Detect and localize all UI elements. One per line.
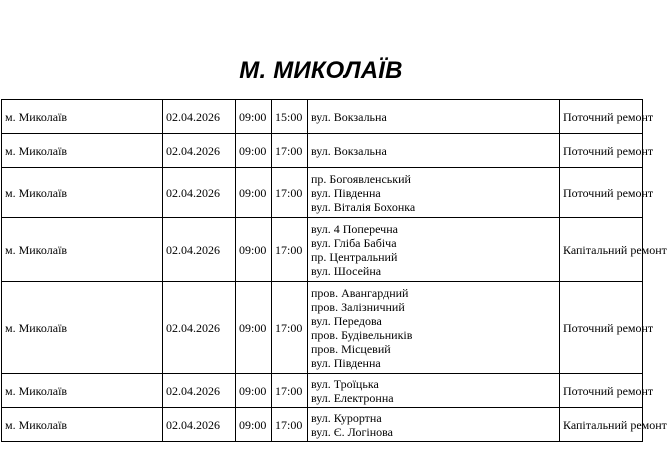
table-row [2, 282, 643, 374]
city-cell: м. Миколаїв [2, 168, 163, 218]
street-name: вул. Віталія Бохонка [311, 199, 416, 214]
date-cell: 02.04.2026 [163, 168, 236, 218]
street-name: пр. Богоявленський [311, 171, 411, 186]
street-name: вул. Південна [311, 355, 381, 370]
start-time-cell: 09:00 [236, 374, 272, 408]
street-name: вул. Вокзальна [311, 143, 387, 158]
repair-type-cell: Капітальний ремонт [560, 218, 643, 282]
street-name: вул. Шосейна [311, 263, 382, 278]
streets-cell [308, 100, 560, 134]
street-name: вул. Є. Логінова [311, 424, 393, 439]
table-row [2, 100, 643, 134]
streets-cell [308, 134, 560, 168]
end-time-cell: 17:00 [272, 218, 308, 282]
date-cell: 02.04.2026 [163, 282, 236, 374]
streets-cell [308, 168, 560, 218]
city-cell: м. Миколаїв [2, 282, 163, 374]
end-time-cell: 17:00 [272, 168, 308, 218]
street-name: вул. Троїцька [311, 376, 379, 391]
repair-type-cell: Поточний ремонт [560, 374, 643, 408]
street-name: вул. Електронна [311, 390, 394, 405]
repair-type-cell: Поточний ремонт [560, 168, 643, 218]
start-time-cell: 09:00 [236, 134, 272, 168]
streets-cell [308, 408, 560, 442]
streets-cell [308, 374, 560, 408]
schedule-body [2, 100, 667, 442]
street-name: вул. Вокзальна [311, 109, 387, 124]
repair-type-cell: Капітальний ремонт [560, 408, 643, 442]
start-time-cell: 09:00 [236, 408, 272, 442]
street-name: вул. Передова [311, 313, 382, 328]
table-row [2, 374, 643, 408]
end-time-cell: 15:00 [272, 100, 308, 134]
table-row [2, 168, 643, 218]
street-name: пров. Залізничний [311, 299, 405, 314]
table-row [2, 408, 643, 442]
date-cell: 02.04.2026 [163, 134, 236, 168]
city-cell: м. Миколаїв [2, 134, 163, 168]
start-time-cell: 09:00 [236, 282, 272, 374]
street-name: пр. Центральний [311, 249, 398, 264]
start-time-cell: 09:00 [236, 100, 272, 134]
repair-type-cell: Поточний ремонт [560, 282, 643, 374]
street-name: вул. Гліба Бабіча [311, 235, 397, 250]
start-time-cell: 09:00 [236, 168, 272, 218]
outage-schedule-table [1, 99, 667, 442]
city-cell: м. Миколаїв [2, 374, 163, 408]
end-time-cell: 17:00 [272, 282, 308, 374]
end-time-cell: 17:00 [272, 408, 308, 442]
date-cell: 02.04.2026 [163, 408, 236, 442]
table-row [2, 134, 643, 168]
end-time-cell: 17:00 [272, 374, 308, 408]
date-cell: 02.04.2026 [163, 218, 236, 282]
city-cell: м. Миколаїв [2, 100, 163, 134]
street-name: пров. Будівельників [311, 327, 413, 342]
table-row [2, 218, 643, 282]
street-name: пров. Авангардний [311, 285, 409, 300]
page-title: М. МИКОЛАЇВ [239, 57, 403, 84]
streets-cell [308, 218, 560, 282]
end-time-cell: 17:00 [272, 134, 308, 168]
street-name: вул. 4 Поперечна [311, 221, 398, 236]
street-name: пров. Місцевий [311, 341, 391, 356]
street-name: вул. Курортна [311, 410, 382, 425]
streets-cell [308, 282, 560, 374]
repair-type-cell: Поточний ремонт [560, 134, 643, 168]
street-name: вул. Південна [311, 185, 381, 200]
start-time-cell: 09:00 [236, 218, 272, 282]
city-cell: м. Миколаїв [2, 218, 163, 282]
date-cell: 02.04.2026 [163, 374, 236, 408]
date-cell: 02.04.2026 [163, 100, 236, 134]
city-cell: м. Миколаїв [2, 408, 163, 442]
repair-type-cell: Поточний ремонт [560, 100, 643, 134]
